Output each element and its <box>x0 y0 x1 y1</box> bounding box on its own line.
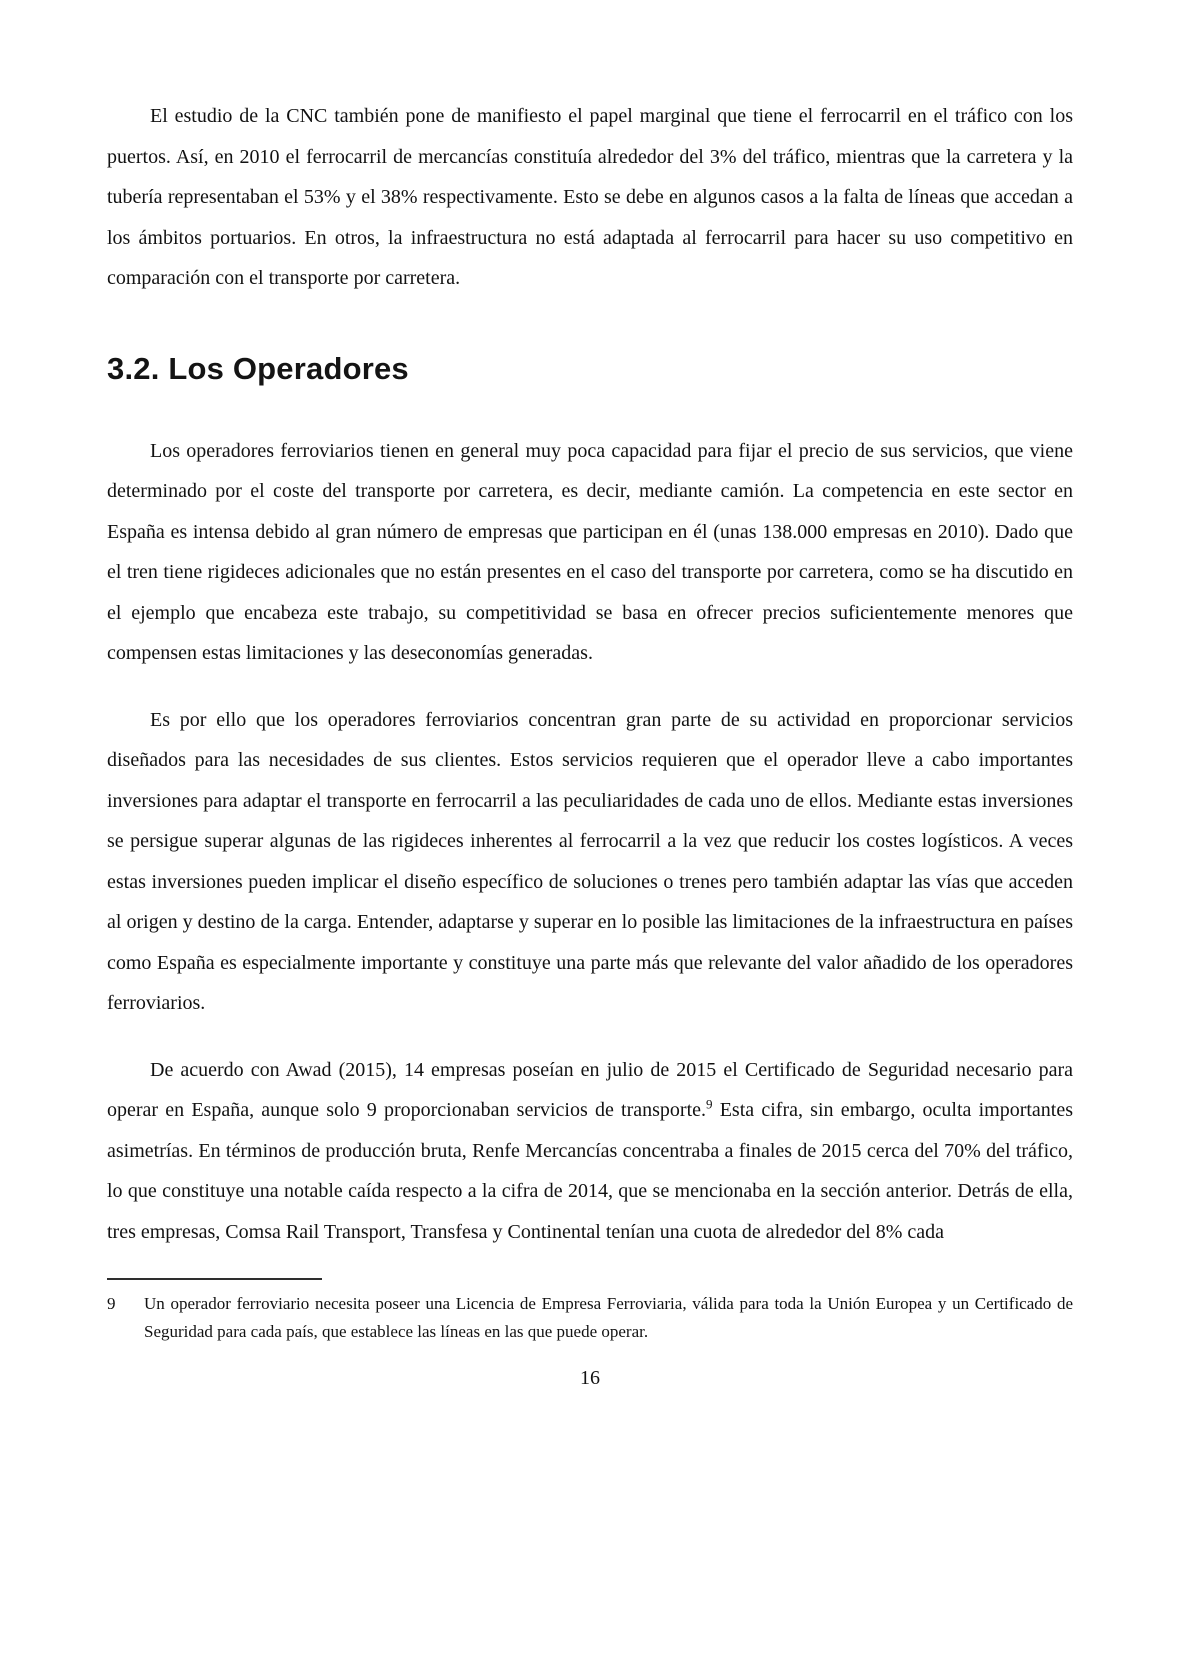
paragraph-cnc-ports: El estudio de la CNC también pone de manifiesto el papel marginal que tiene el ferrocarril en el tráfico con los puertos. Así, en 2010 el ferrocarril de mercancías constituía alrededor del 3% del tráfico, mientras que la carretera y la tubería representaban el 53% y el 38% respectivamente. Esto se debe en algunos casos a la falta de líneas que accedan a los ámbitos portuarios. En otros, la infraestructura no está adaptada al ferrocarril para hacer su uso competitivo en comparación con el transporte por carretera. <box>107 105 1073 289</box>
footnote <box>107 1290 1073 1345</box>
paragraph-text-before-footnote: De acuerdo con Awad (2015), 14 empresas poseían en julio de 2015 el Certificado de Seguridad necesario para operar en España, aunque solo 9 proporcionaban servicios de transporte. <box>107 1058 1073 1121</box>
footnote-number: 9 <box>107 1294 116 1313</box>
page-number: 16 <box>580 1367 600 1389</box>
paragraph-operators-pricing: Los operadores ferroviarios tienen en general muy poca capacidad para fijar el precio de sus servicios, que viene determinado por el coste del transporte por carretera, es decir, mediante camión. La competencia en este sector en España es intensa debido al gran número de empresas que participan en él (unas 138.000 empresas en 2010). Dado que el tren tiene rigideces adicionales que no están presentes en el caso del transporte por carretera, como se ha discutido en el ejemplo que encabeza este trabajo, su competitividad se basa en ofrecer precios suficientemente menores que compensen estas limitaciones y las deseconomías generadas. <box>107 439 1073 664</box>
section-heading-operadores: 3.2. Los Operadores <box>107 350 409 386</box>
paragraph-awad-certificates <box>107 1050 1073 1253</box>
footnote-divider-rule <box>107 1278 322 1280</box>
paragraph-text-after-footnote: Esta cifra, sin embargo, oculta importantes asimetrías. En términos de producción bruta, Renfe Mercancías concentraba a finales de 2015 cerca del 70% del tráfico, lo que constituye una notable caída respecto a la cifra de 2014, que se mencionaba en la sección anterior. Detrás de ella, tres empresas, Comsa Rail Transport, Transfesa y Continental tenían una cuota de alrededor del 8% cada <box>107 1099 1074 1243</box>
footnote-area <box>107 1278 1073 1345</box>
paragraph-operators-investments: Es por ello que los operadores ferroviarios concentran gran parte de su actividad en proporcionar servicios diseñados para las necesidades de sus clientes. Estos servicios requieren que el operador lleve a cabo importantes inversiones para adaptar el transporte en ferrocarril a las peculiaridades de cada uno de ellos. Mediante estas inversiones se persigue superar algunas de las rigideces inherentes al ferrocarril a la vez que reducir los costes logísticos. A veces estas inversiones pueden implicar el diseño específico de soluciones o trenes pero también adaptar las vías que acceden al origen y destino de la carga. Entender, adaptarse y superar en lo posible las limitaciones de la infraestructura en países como España es especialmente importante y constituye una parte más que relevante del valor añadido de los operadores ferroviarios. <box>107 708 1073 1014</box>
footnote-text: Un operador ferroviario necesita poseer una Licencia de Empresa Ferroviaria, válida para toda la Unión Europea y un Certificado de Seguridad para cada país, que establece las líneas en las que puede operar. <box>144 1294 1073 1341</box>
footnote-reference-marker: 9 <box>706 1096 713 1112</box>
